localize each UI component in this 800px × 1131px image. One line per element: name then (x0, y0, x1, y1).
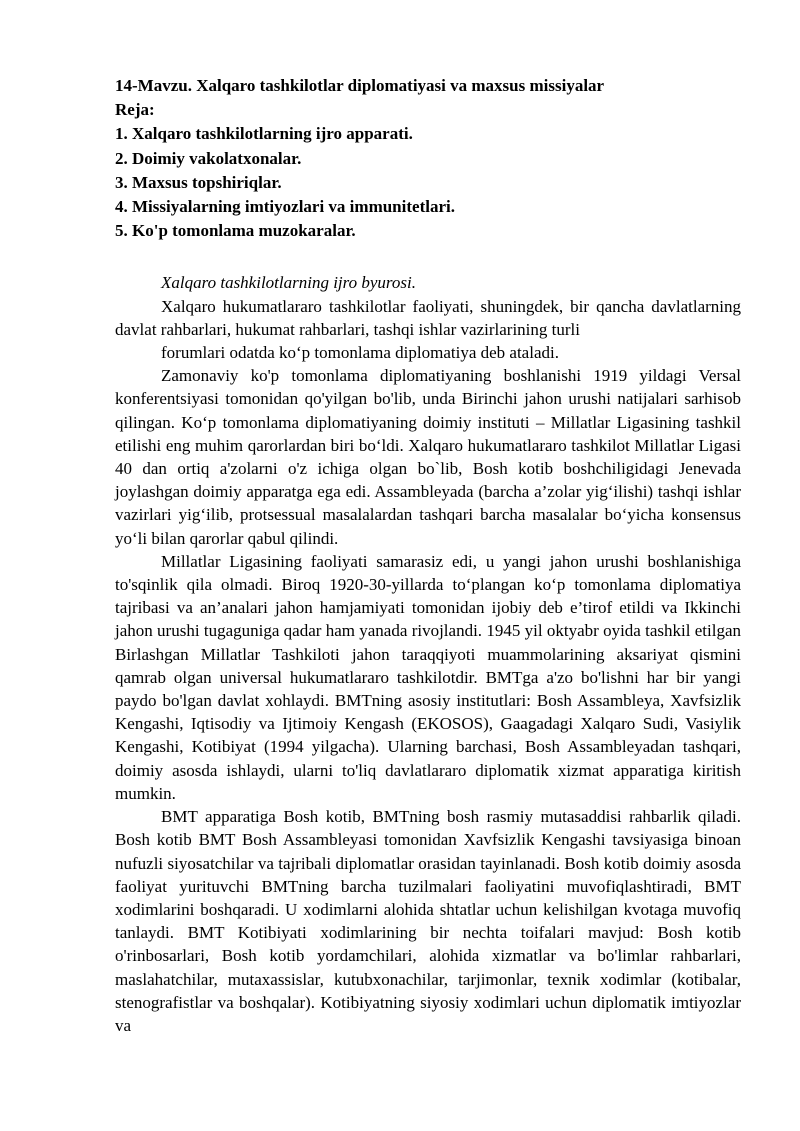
plan-list (115, 122, 741, 243)
plan-item: 4. Missiyalarning imtiyozlari va immunitetlari. (115, 197, 455, 217)
plan-item: 5. Ko'p tomonlama muzokaralar. (115, 221, 356, 241)
paragraph: Millatlar Ligasining faoliyati samarasiz edi, u yangi jahon urushi boshlanishiga to'sqinlik qila olmadi. Biroq 1920-30-yillarda to‘plangan ko‘p tomonlama diplomatiya tajribasi va an’analari jahon hamjamiyati tomonidan ijobiy deb e’tirof etildi va Ikkinchi jahon urushi tugaguniga qadar ham yanada rivojlandi. 1945 yil oktyabr oyida tashkil etilgan Birlashgan Millatlar Tashkiloti jahon taraqqiyoti muammolarining aksariyat qismini qamrab olgan universal hukumatlararo tashkilotdir. BMTga a'zo bo'lishni har bir yangi paydo bo'lgan davlat xohlaydi. BMTning asosiy institutlari: Bosh Assambleya, Xavfsizlik Kengashi, Iqtisodiy va Ijtimoiy Kengash (EKOSOS), Gaagadagi Xalqaro Sudi, Vasiylik Kengashi, Kotibiyat (1994 yilgacha). Ularning barchasi, Bosh Assambleyadan tashqari, doimiy asosda ishlaydi, ularni to'liq davlatlararo diplomatik xizmat apparatiga kiritish mumkin. (115, 551, 741, 803)
plan-item: 2. Doimiy vakolatxonalar. (115, 148, 302, 168)
plan-label: Reja: (115, 100, 155, 120)
body-text (115, 271, 741, 1037)
paragraph: Xalqaro hukumatlararo tashkilotlar faoliyati, shuningdek, bir qancha davlatlarning davlat rahbarlari, hukumat rahbarlari, tashqi ishlar vazirlarining turli (115, 296, 741, 339)
plan-item: 1. Xalqaro tashkilotlarning ijro apparati. (115, 124, 413, 144)
document-title: 14-Mavzu. Xalqaro tashkilotlar diplomatiyasi va maxsus missiyalar (115, 76, 605, 95)
section-subtitle: Xalqaro tashkilotlarning ijro byurosi. (161, 273, 417, 293)
paragraph: BMT apparatiga Bosh kotib, BMTning bosh rasmiy mutasaddisi rahbarlik qiladi. Bosh kotib BMT Bosh Assambleyasi tomonidan Xavfsizlik Kengashi tavsiyasiga binoan nufuzli siyosatchilar va tajribali diplomatlar orasidan tayinlanadi. Bosh kotib doimiy asosda faoliyat yurituvchi BMTning barcha tuzilmalari faoliyatini muvofiqlashtiradi, BMT xodimlarini boshqaradi. U xodimlarni alohida shtatlar uchun kelishilgan kvotaga muvofiq tanlaydi. BMT Kotibiyati xodimlarining bir nechta toifalari mavjud: Bosh kotib o'rinbosarlari, Bosh kotib yordamchilari, alohida xizmatlar va bo'limlar rahbarlari, maslahatchilar, mutaxassislar, kutubxonachilar, tarjimonlar, texnik xodimlar (kotibalar, stenografistlar va boshqalar). Kotibiyatning siyosiy xodimlari uchun diplomatik imtiyozlar va (115, 807, 741, 1035)
document-page (115, 74, 741, 1037)
paragraph: forumlari odatda ko‘p tomonlama diplomatiya deb ataladi. (161, 343, 559, 363)
plan-item: 3. Maxsus topshiriqlar. (115, 172, 282, 192)
paragraph: Zamonaviy ko'p tomonlama diplomatiyaning boshlanishi 1919 yildagi Versal konferentsiyasi tomonidan qo'yilgan bo'lib, unda Birinchi jahon urushi natijalari sarhisob qilingan. Ko‘p tomonlama diplomatiyaning doimiy instituti – Millatlar Ligasining tashkil etilishi eng muhim qarorlardan biri bo‘ldi. Xalqaro hukumatlararo tashkilot Millatlar Ligasi 40 dan ortiq a'zolarni o'z ichiga olgan bo`lib, Bosh kotib boshchiligidagi Jenevada joylashgan doimiy apparatga ega edi. Assambleyada (barcha a’zolar yig‘ilishi) tashqi ishlar vazirlari yig‘ilib, protsessual masalalardan tashqari barcha masalalar bo‘yicha konsensus yo‘li bilan qarorlar qabul qilindi. (115, 366, 741, 548)
